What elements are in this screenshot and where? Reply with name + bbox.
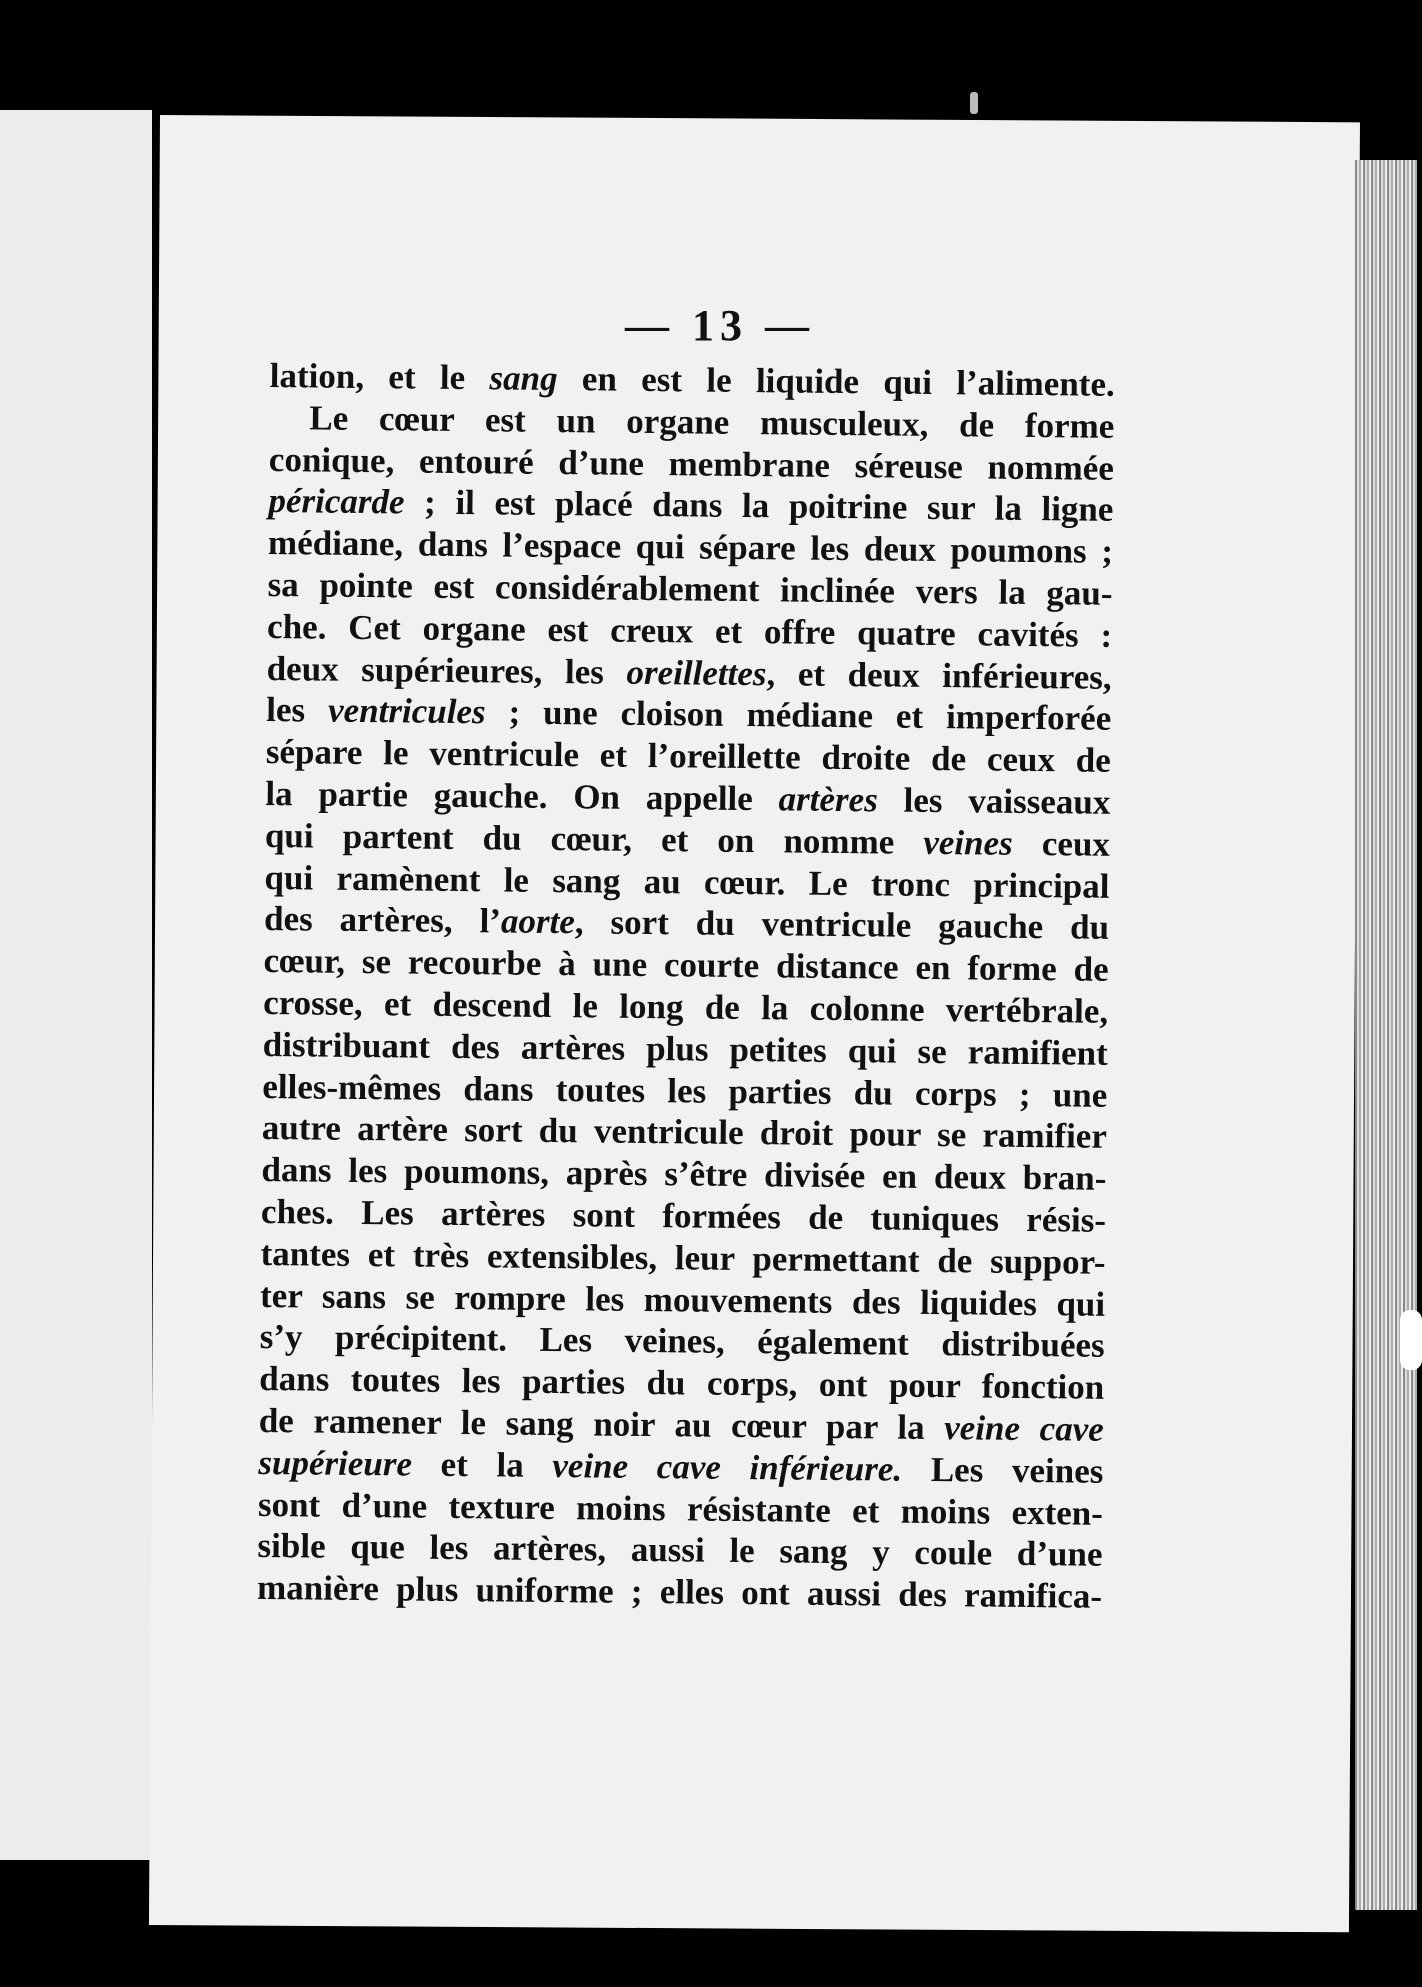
italic-term: ventricules (327, 691, 486, 732)
text-run: et la (411, 1444, 553, 1485)
scan-mark (970, 92, 978, 114)
text-run: les vaisseaux (877, 780, 1111, 822)
text-run: qui ramènent le sang au cœur. Le tronc principal (264, 857, 1110, 906)
text-run: crosse, et descend le long de la colonne vertébrale, (263, 982, 1109, 1031)
text-run: ; une cloison médiane et imperforée (485, 692, 1112, 739)
text-run: conique, entouré d’une membrane séreuse nommée (268, 439, 1115, 488)
text-run: ches. Les artères sont formées de tuniques résis- (260, 1191, 1107, 1240)
text-run: distribuant des artères plus petites qui se ramifient (262, 1024, 1108, 1073)
text-run: en est le liquide qui l’alimente. (557, 359, 1115, 404)
text-run: sont d’une texture moins résistante et moins exten- (257, 1484, 1104, 1533)
text-run: , sort du ventricule gauche du (574, 902, 1110, 948)
italic-term: aorte (500, 901, 576, 942)
text-run: manière plus uniforme ; elles ont aussi des ramifica- (256, 1568, 1103, 1616)
text-run: cœur, se recourbe à une courte distance en forme de (263, 941, 1109, 989)
italic-term: supérieure (258, 1442, 413, 1484)
text-run: Le cœur est un organe musculeux, de forme (309, 398, 1115, 446)
text-run: che. Cet organe est creux et offre quatre cavités : (266, 606, 1113, 655)
italic-term: veines (923, 822, 1013, 863)
italic-term: sang (489, 358, 558, 399)
previous-page-edge (0, 110, 152, 1860)
text-run: sépare le ventricule et l’oreillette droite de ceux de (265, 732, 1112, 780)
text-run: sible que les artères, aussi le sang y coule d’une (257, 1526, 1103, 1575)
text-run: ; il est placé dans la poitrine sur la ligne (404, 482, 1114, 530)
page-stack-edge (1355, 160, 1417, 1910)
text-run: qui partent du cœur, et on nomme (264, 815, 924, 862)
text-run: tantes et très extensibles, leur permettant de suppor- (260, 1233, 1106, 1282)
text-run: les (266, 690, 329, 731)
italic-term: veine cave inférieure. (552, 1445, 903, 1489)
text-run: s’y précipitent. Les veines, également distribuées (259, 1317, 1105, 1366)
text-run: de ramener le sang noir au cœur par la (258, 1400, 945, 1448)
text-run: Les veines (901, 1449, 1104, 1491)
italic-term: oreillettes (626, 652, 767, 693)
body-text (257, 355, 1115, 1618)
text-run: lation, et le (269, 355, 490, 398)
text-run: , et deux inférieures, (766, 653, 1112, 697)
italic-term: artères (778, 779, 879, 820)
scan-mark (1400, 1310, 1422, 1370)
text-run: ter sans se rompre les mouvements des liquides qui (259, 1275, 1106, 1324)
text-run: médiane, dans l’espace qui sépare les deux poumons ; (267, 523, 1114, 572)
text-run: autre artère sort du ventricule droit pour se ramifier (261, 1108, 1108, 1157)
italic-term: péricarde (268, 481, 405, 522)
text-run: des artères, l’ (263, 899, 502, 941)
page-number: — 13 — (625, 301, 815, 350)
text-line (257, 1567, 1102, 1618)
italic-term: veine cave (944, 1408, 1104, 1449)
text-run: elles-mêmes dans toutes les parties du corps ; une (262, 1066, 1108, 1115)
text-run: sa pointe est considérablement inclinée vers la gau- (267, 564, 1113, 613)
text-run: ceux (1012, 823, 1111, 864)
text-run: dans toutes les parties du corps, ont pour fonction (259, 1359, 1105, 1407)
text-run: dans les poumons, après s’être divisée en deux bran- (261, 1150, 1107, 1198)
text-run: la partie gauche. On appelle (265, 773, 779, 819)
text-run: deux supérieures, les (266, 648, 627, 692)
